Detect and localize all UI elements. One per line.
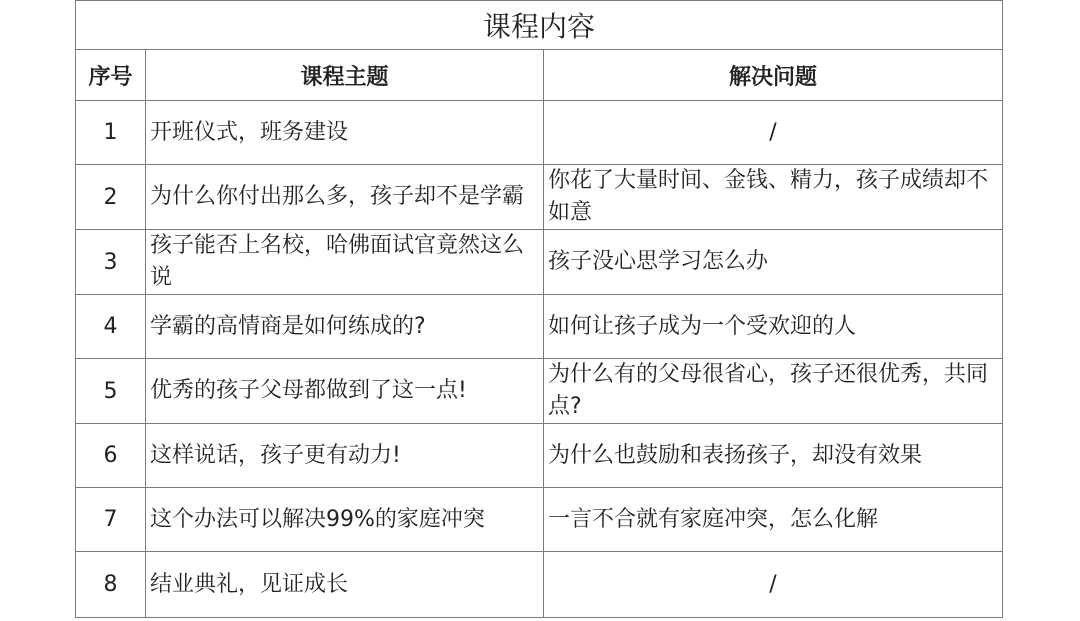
row-problem: 孩子没心思学习怎么办 [544,230,1003,295]
row-problem: 一言不合就有家庭冲突，怎么化解 [544,488,1003,552]
row-index: 2 [76,165,146,230]
row-topic: 优秀的孩子父母都做到了这一点! [146,359,544,424]
table-row [76,552,1003,618]
row-topic: 孩子能否上名校，哈佛面试官竟然这么说 [146,230,544,295]
row-index: 5 [76,359,146,424]
row-problem: 如何让孩子成为一个受欢迎的人 [544,295,1003,359]
table-row [76,101,1003,165]
header-topic: 课程主题 [146,50,544,101]
header-index: 序号 [76,50,146,101]
row-problem: / [544,552,1003,618]
row-problem: 为什么有的父母很省心，孩子还很优秀，共同点? [544,359,1003,424]
table-row [76,230,1003,295]
row-problem: 为什么也鼓励和表扬孩子，却没有效果 [544,424,1003,488]
row-index: 8 [76,552,146,618]
row-problem: 你花了大量时间、金钱、精力，孩子成绩却不如意 [544,165,1003,230]
row-topic: 为什么你付出那么多，孩子却不是学霸 [146,165,544,230]
row-topic: 开班仪式，班务建设 [146,101,544,165]
table-row [76,359,1003,424]
row-index: 7 [76,488,146,552]
header-row [76,50,1003,101]
table-row [76,295,1003,359]
header-problem: 解决问题 [544,50,1003,101]
row-index: 1 [76,101,146,165]
table-row [76,424,1003,488]
row-topic: 结业典礼，见证成长 [146,552,544,618]
row-index: 3 [76,230,146,295]
course-content-table [75,0,1003,618]
row-topic: 这样说话，孩子更有动力! [146,424,544,488]
table-title: 课程内容 [76,1,1003,50]
table-row [76,165,1003,230]
row-topic: 学霸的高情商是如何练成的? [146,295,544,359]
row-index: 4 [76,295,146,359]
row-problem: / [544,101,1003,165]
table-row [76,488,1003,552]
row-index: 6 [76,424,146,488]
row-topic: 这个办法可以解决99%的家庭冲突 [146,488,544,552]
